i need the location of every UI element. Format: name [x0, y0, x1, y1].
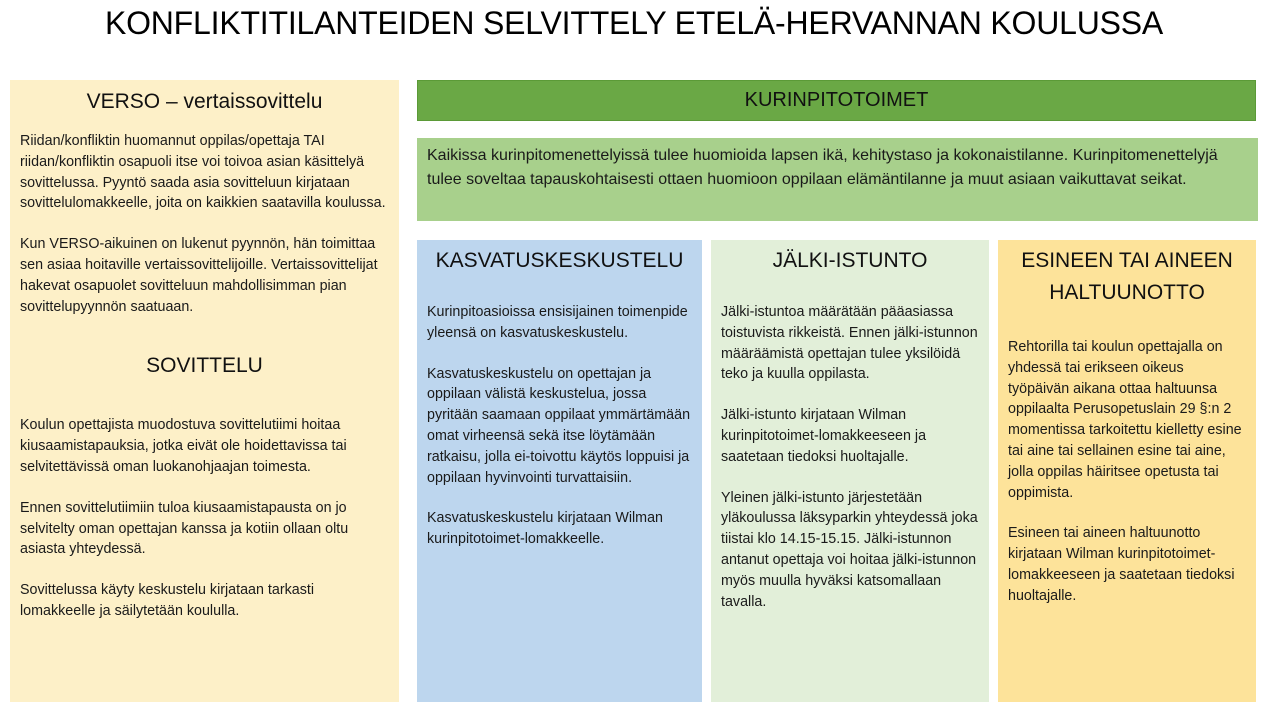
- haltuunotto-paragraph-1: Rehtorilla tai koulun opettajalla on yhdessä tai erikseen oikeus työpäivän aikana ottaa haltuunsa oppilaalta Perusopetuslain 29 §:n 2 momentissa tarkoitettu kielletty esine tai aine tai sellainen esine tai aine, jolla oppilas häiritsee opetusta tai oppimista.: [1008, 339, 1242, 501]
- page-title: KONFLIKTITILANTEIDEN SELVITTELY ETELÄ-HERVANNAN KOULUSSA: [104, 5, 1164, 41]
- verso-heading: VERSO – vertaissovittelu: [86, 90, 323, 113]
- kasvatuskeskustelu-paragraph-1: Kurinpitoasioissa ensisijainen toimenpide yleensä on kasvatuskeskustelu.: [427, 304, 688, 341]
- sovittelu-heading: SOVITTELU: [146, 354, 263, 378]
- verso-paragraph-2: Kun VERSO-aikuinen on lukenut pyynnön, hän toimittaa sen asiaa hoitaville vertaissovittelijoille. Vertaissovittelijat hakevat osapuolet sovitteluun mahdollisimman pian sovittelupyynnön saatuaan.: [20, 236, 378, 315]
- jalki-istunto-heading: JÄLKI-ISTUNTO: [772, 249, 928, 272]
- haltuunotto-heading: ESINEEN TAI AINEEN HALTUUNOTTO: [1021, 249, 1233, 304]
- verso-paragraph-1: Riidan/konfliktin huomannut oppilas/opettaja TAI riidan/konfliktin osapuoli itse voi toivoa asian käsittelyä sovittelussa. Pyyntö saada asia sovitteluun kirjataan sovittelulomakkeelle, joita on kaikkien saatavilla koulussa.: [20, 133, 386, 212]
- jalki-istunto-paragraph-2: Jälki-istunto kirjataan Wilman kurinpitotoimet-lomakkeeseen ja saatetaan tiedoksi huoltajalle.: [721, 407, 927, 465]
- kasvatuskeskustelu-column: [417, 240, 702, 702]
- haltuunotto-column: [998, 240, 1256, 702]
- jalki-istunto-paragraph-1: Jälki-istuntoa määrätään pääasiassa toistuvista rikkeistä. Ennen jälki-istunnon määräämistä opettajan tulee yksilöidä teko ja kuulla oppilasta.: [721, 304, 978, 383]
- kurinpitotoimet-header: KURINPITOTOIMET: [417, 80, 1256, 121]
- kasvatuskeskustelu-paragraph-2: Kasvatuskeskustelu on opettajan ja oppilaan välistä keskustelua, jossa pyritään saamaan oppilaat ymmärtämään omat virheensä sekä itse löytämään ratkaisu, jolla ei-toivottu käytös loppuisi ja oppilaan hyvinvointi turvattaisiin.: [427, 365, 691, 486]
- kasvatuskeskustelu-heading: KASVATUSKESKUSTELU: [435, 249, 684, 272]
- verso-sovittelu-panel: [10, 80, 399, 702]
- sovittelu-paragraph-3: Sovittelussa käyty keskustelu kirjataan tarkasti lomakkeelle ja säilytetään koululla.: [20, 582, 315, 619]
- sovittelu-paragraph-1: Koulun opettajista muodostuva sovittelutiimi hoitaa kiusaamistapauksia, jotka eivät ole hoidettavissa tai selvitettävissä oman luokanohjaajan toimesta.: [20, 417, 347, 475]
- jalki-istunto-paragraph-3: Yleinen jälki-istunto järjestetään yläkoulussa läksyparkin yhteydessä joka tiistai klo 14.15-15.15. Jälki-istunnon antanut opettaja voi hoitaa jälki-istunnon myös muulla hyväksi katsomallaan tavalla.: [721, 489, 978, 610]
- sovittelu-paragraph-2: Ennen sovittelutiimiin tuloa kiusaamistapausta on jo selvitelty oman opettajan kanssa ja kotiin ollaan oltu asiasta yhteydessä.: [20, 499, 349, 558]
- jalki-istunto-column: [711, 240, 989, 702]
- kasvatuskeskustelu-paragraph-3: Kasvatuskeskustelu kirjataan Wilman kurinpitotoimet-lomakkeelle.: [427, 510, 663, 548]
- kurinpitotoimet-intro: Kaikissa kurinpitomenettelyissä tulee huomioida lapsen ikä, kehitystaso ja kokonaistilanne. Kurinpitomenettelyjä tulee soveltaa tapauskohtaisesti ottaen huomioon oppilaan elämäntilanne ja muut asiaan vaikuttavat seikat.: [417, 138, 1258, 221]
- haltuunotto-paragraph-2: Esineen tai aineen haltuunotto kirjataan Wilman kurinpitotoimet-lomakkeeseen ja saatetaan tiedoksi huoltajalle.: [1008, 525, 1235, 604]
